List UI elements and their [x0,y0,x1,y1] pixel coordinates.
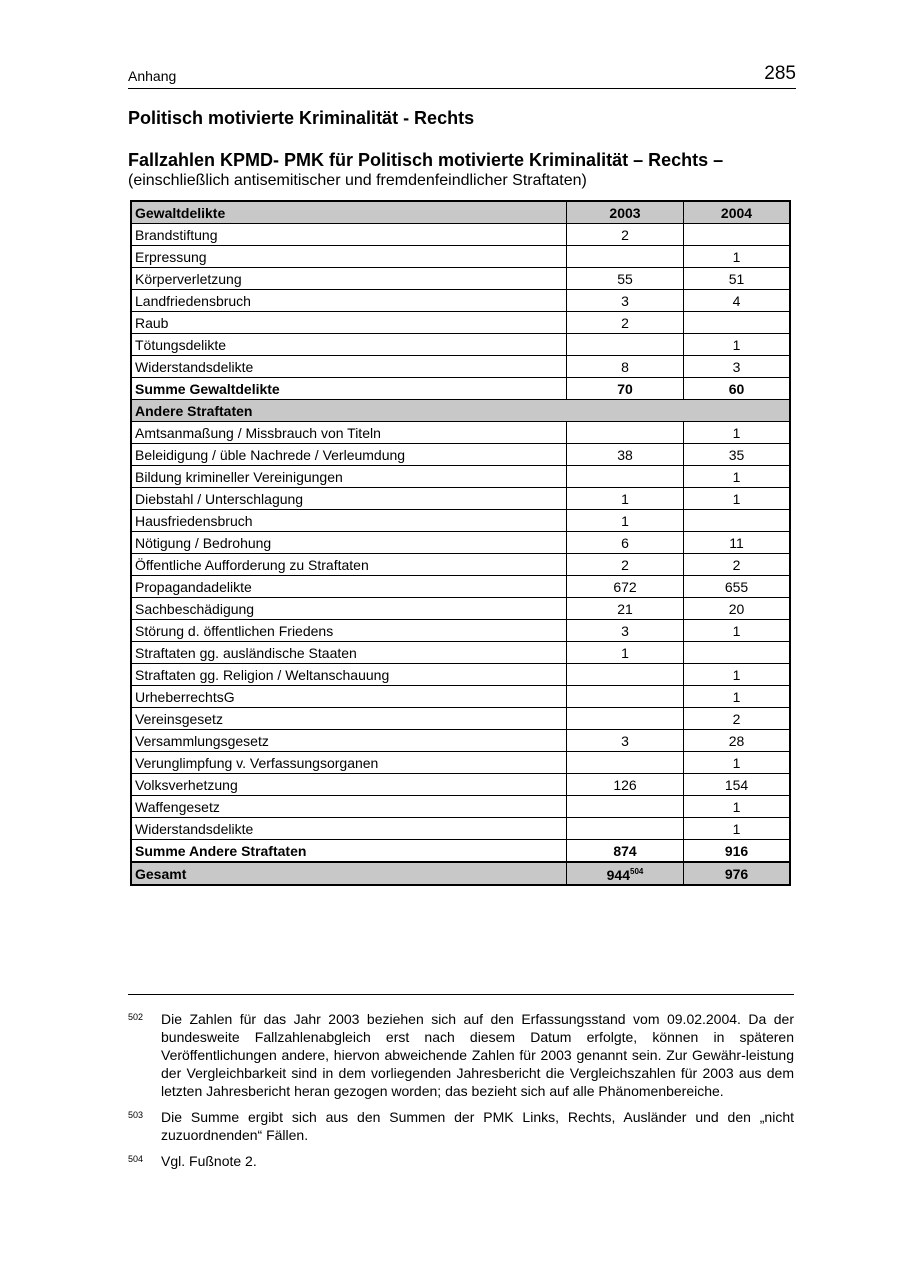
table-title: Fallzahlen KPMD- PMK für Politisch motivierte Kriminalität – Rechts – [128,150,724,170]
footnote-text: Die Summe ergibt sich aus den Summen der PMK Links, Rechts, Ausländer und den „nicht zuzuordnenden“ Fällen. [161,1109,794,1143]
row-label: Volksverhetzung [131,774,567,796]
value-2003: 21 [567,598,684,620]
row-label: Brandstiftung [131,224,567,246]
row-label: Diebstahl / Unterschlagung [131,488,567,510]
value-2003 [567,246,684,268]
row-label: Tötungsdelikte [131,334,567,356]
footnote-number: 503 [128,1110,144,1120]
value-2004: 154 [684,774,791,796]
table-row [131,466,790,488]
value-2003: 1 [567,510,684,532]
section-title: Politisch motivierte Kriminalität - Rechts [128,108,475,128]
value-2004: 1 [684,488,791,510]
value-2004: 1 [684,334,791,356]
table-row [131,268,790,290]
footnote [128,1108,794,1144]
row-label: Öffentliche Aufforderung zu Straftaten [131,554,567,576]
value-2004 [684,642,791,664]
footnote-separator [128,994,794,995]
value-2003 [567,334,684,356]
value-2004: 1 [684,818,791,840]
table-row [131,642,790,664]
row-label: Störung d. öffentlichen Friedens [131,620,567,642]
row-label: UrheberrechtsG [131,686,567,708]
value-2004: 1 [684,752,791,774]
row-label: Widerstandsdelikte [131,818,567,840]
sum-violent-row [131,378,790,400]
value-2004 [684,224,791,246]
value-2004: 1 [684,466,791,488]
table-row [131,444,790,466]
value-2004: 28 [684,730,791,752]
value-2004: 1 [684,664,791,686]
value-2003 [567,422,684,444]
table-row [131,576,790,598]
row-label: Versammlungsgesetz [131,730,567,752]
page-header [128,62,796,89]
footnote-text: Die Zahlen für das Jahr 2003 beziehen sich auf den Erfassungsstand vom 09.02.2004. Da der bundesweite Fallzahlenabgleich erst nach diesem Datum erfolgte, können in späteren Veröffentlichungen andere, hiervon abweichende Zahlen für 2003 genannt sein. Zur Gewähr-leistung der Vergleichbarkeit sind in dem vorliegenden Jahresbericht die Vergleichszahlen für 2003 aus dem letzten Jahresbericht heran gezogen worden; das bezieht sich auf alle Phänomenbereiche. [161,1011,794,1099]
table-row [131,664,790,686]
value-2004: 2 [684,554,791,576]
table-row [131,686,790,708]
total-row [131,862,790,885]
value-2003 [567,664,684,686]
row-label: Straftaten gg. ausländische Staaten [131,642,567,664]
table-row [131,730,790,752]
table-row [131,620,790,642]
table-row [131,246,790,268]
table-row [131,708,790,730]
table-row [131,510,790,532]
row-label: Summe Gewaltdelikte [131,378,567,400]
value-2003: 55 [567,268,684,290]
value-2003 [567,752,684,774]
total-2003-value: 944 [606,867,630,883]
value-2003 [567,818,684,840]
table-header-row [131,201,790,224]
row-label: Beleidigung / üble Nachrede / Verleumdung [131,444,567,466]
value-2003: 70 [567,378,684,400]
value-2004: 1 [684,422,791,444]
table-row [131,818,790,840]
value-2004: 35 [684,444,791,466]
value-2003: 6 [567,532,684,554]
other-offenses-heading: Andere Straftaten [131,400,790,422]
table-row [131,774,790,796]
header-year-2004: 2004 [684,201,791,224]
value-2004: 2 [684,708,791,730]
header-label: Anhang [128,68,177,84]
table-row [131,334,790,356]
table-row [131,488,790,510]
table-row [131,598,790,620]
value-2003 [567,862,684,885]
table-row [131,290,790,312]
sum-other-row [131,840,790,863]
footnote-ref-504: 504 [630,867,644,876]
other-offenses-header-row [131,400,790,422]
statistics-table-body [131,201,790,885]
row-label: Amtsanmaßung / Missbrauch von Titeln [131,422,567,444]
footnotes [128,1010,794,1178]
table-row [131,422,790,444]
value-2003: 38 [567,444,684,466]
value-2004 [684,312,791,334]
footnote [128,1010,794,1100]
value-2004: 3 [684,356,791,378]
value-2004: 1 [684,246,791,268]
table-row [131,532,790,554]
row-label: Körperverletzung [131,268,567,290]
value-2004: 51 [684,268,791,290]
row-label: Raub [131,312,567,334]
footnote [128,1152,794,1170]
value-2003: 3 [567,290,684,312]
value-2004: 1 [684,686,791,708]
value-2004: 20 [684,598,791,620]
row-label: Summe Andere Straftaten [131,840,567,863]
row-label: Sachbeschädigung [131,598,567,620]
value-2003: 3 [567,730,684,752]
row-label: Bildung krimineller Vereinigungen [131,466,567,488]
footnote-number: 502 [128,1012,144,1022]
value-2003: 1 [567,488,684,510]
table-row [131,554,790,576]
value-2003: 3 [567,620,684,642]
table-row [131,224,790,246]
value-2004: 4 [684,290,791,312]
table-row [131,356,790,378]
value-2003 [567,466,684,488]
value-2004: 976 [684,862,791,885]
value-2003 [567,708,684,730]
footnote-text: Vgl. Fußnote 2. [161,1153,257,1169]
value-2003: 874 [567,840,684,863]
value-2003: 2 [567,554,684,576]
value-2003: 2 [567,312,684,334]
statistics-table [130,200,791,886]
value-2003 [567,686,684,708]
value-2004: 655 [684,576,791,598]
table-row [131,796,790,818]
row-label: Straftaten gg. Religion / Weltanschauung [131,664,567,686]
value-2004: 916 [684,840,791,863]
value-2003: 126 [567,774,684,796]
table-row [131,752,790,774]
value-2004 [684,510,791,532]
value-2003: 2 [567,224,684,246]
row-label: Vereinsgesetz [131,708,567,730]
value-2003: 1 [567,642,684,664]
row-label: Waffengesetz [131,796,567,818]
value-2004: 1 [684,620,791,642]
row-label: Gesamt [131,862,567,885]
row-label: Verunglimpfung v. Verfassungsorganen [131,752,567,774]
value-2003 [567,796,684,818]
table-subtitle: (einschließlich antisemitischer und fremdenfeindlicher Straftaten) [128,172,587,189]
value-2003: 672 [567,576,684,598]
value-2004: 60 [684,378,791,400]
page-number: 285 [764,63,796,84]
value-2004: 1 [684,796,791,818]
row-label: Propagandadelikte [131,576,567,598]
row-label: Landfriedensbruch [131,290,567,312]
footnote-number: 504 [128,1154,144,1164]
value-2003: 8 [567,356,684,378]
row-label: Nötigung / Bedrohung [131,532,567,554]
value-2004: 11 [684,532,791,554]
table-row [131,312,790,334]
row-label: Erpressung [131,246,567,268]
header-category: Gewaltdelikte [131,201,567,224]
row-label: Hausfriedensbruch [131,510,567,532]
header-year-2003: 2003 [567,201,684,224]
row-label: Widerstandsdelikte [131,356,567,378]
